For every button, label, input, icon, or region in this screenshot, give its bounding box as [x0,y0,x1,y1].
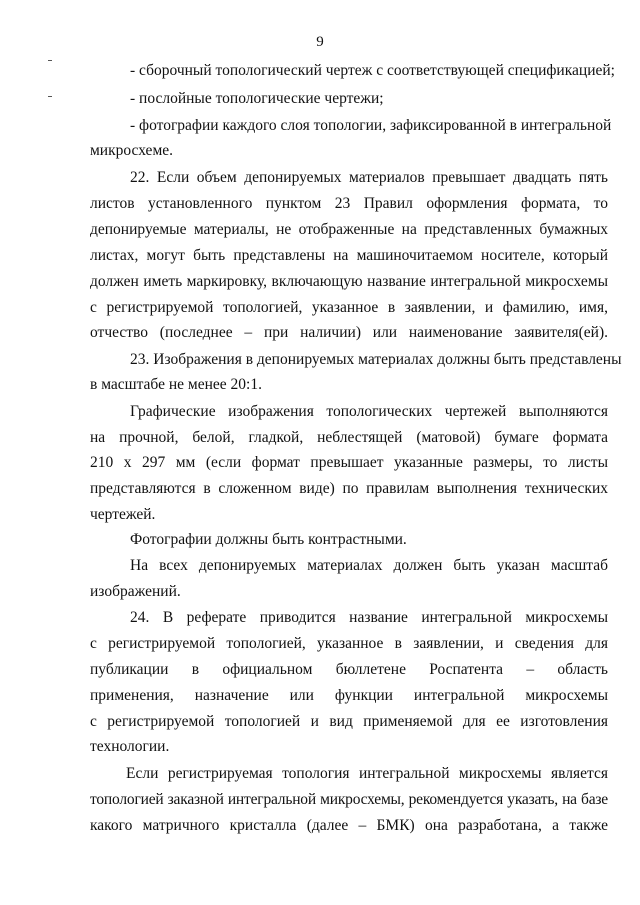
paragraph-graphics-line: на прочной, белой, гладкой, неблестящей (матовой) бумаге формата [90,429,608,446]
paragraph-photo-contrast: Фотографии должны быть контрастными. [130,531,407,548]
paragraph-22-line: листов установленного пунктом 23 Правил оформления формата, то [90,195,608,212]
paragraph-custom-chip-line: Если регистрируемая топология интегральной микросхемы является [126,765,608,782]
paragraph-24-line: 24. В реферате приводится название интегральной микросхемы [130,609,608,626]
paragraph-graphics-line: представляются в сложенном виде) по правилам выполнения технических [90,480,608,497]
paragraph-22-line: депонируемые материалы, не отображенные на представленных бумажных [90,221,608,238]
scan-mark [48,60,52,61]
paragraph-custom-chip-line: какого матричного кристалла (далее – БМК) она разработана, а также [90,817,608,834]
text-line: микросхеме. [90,142,174,159]
paragraph-graphics-line: Графические изображения топологических чертежей выполняются [130,403,608,420]
paragraph-scale-line: изображений. [90,583,181,600]
paragraph-24-line: публикации в официальном бюллетене Роспатента – область [90,661,608,678]
paragraph-scale-line: На всех депонируемых материалах должен быть указан масштаб [130,557,608,574]
list-item-photographs: - фотографии каждого слоя топологии, зафиксированной в интегральной [130,117,612,134]
paragraph-custom-chip-line: топологией заказной интегральной микросхемы, рекомендуется указать, на базе [90,791,608,808]
page-number: 9 [316,34,324,50]
paragraph-22-line: листах, могут быть представлены на машиночитаемом носителе, который [90,247,608,264]
list-item-layer-drawings: - послойные топологические чертежи; [130,90,384,107]
paragraph-24-line: с регистрируемой топологией и вид применяемой для ее изготовления [90,713,608,730]
paragraph-22-line: 22. Если объем депонируемых материалов превышает двадцать пять [130,169,608,186]
paragraph-24-line: с регистрируемой топологией, указанное в заявлении, и сведения для [90,635,608,652]
paragraph-22-line: с регистрируемой топологией, указанное в заявлении, и фамилию, имя, [90,299,608,316]
paragraph-23-line: в масштабе не менее 20:1. [90,376,262,393]
paragraph-graphics-line: чертежей. [90,506,156,523]
paragraph-22-line: должен иметь маркировку, включающую название интегральной микросхемы [90,273,608,290]
paragraph-graphics-line: 210 х 297 мм (если формат превышает указанные размеры, то листы [90,454,608,471]
paragraph-23-line: 23. Изображения в депонируемых материалах должны быть представлены [130,351,622,368]
list-item-assembly-drawing: - сборочный топологический чертеж с соответствующей спецификацией; [130,62,615,79]
paragraph-22-line: отчество (последнее – при наличии) или наименование заявителя(ей). [90,324,608,341]
paragraph-24-line: применения, назначение или функции интегральной микросхемы [90,687,608,704]
scan-mark [48,96,52,97]
paragraph-24-line: технологии. [90,738,170,755]
